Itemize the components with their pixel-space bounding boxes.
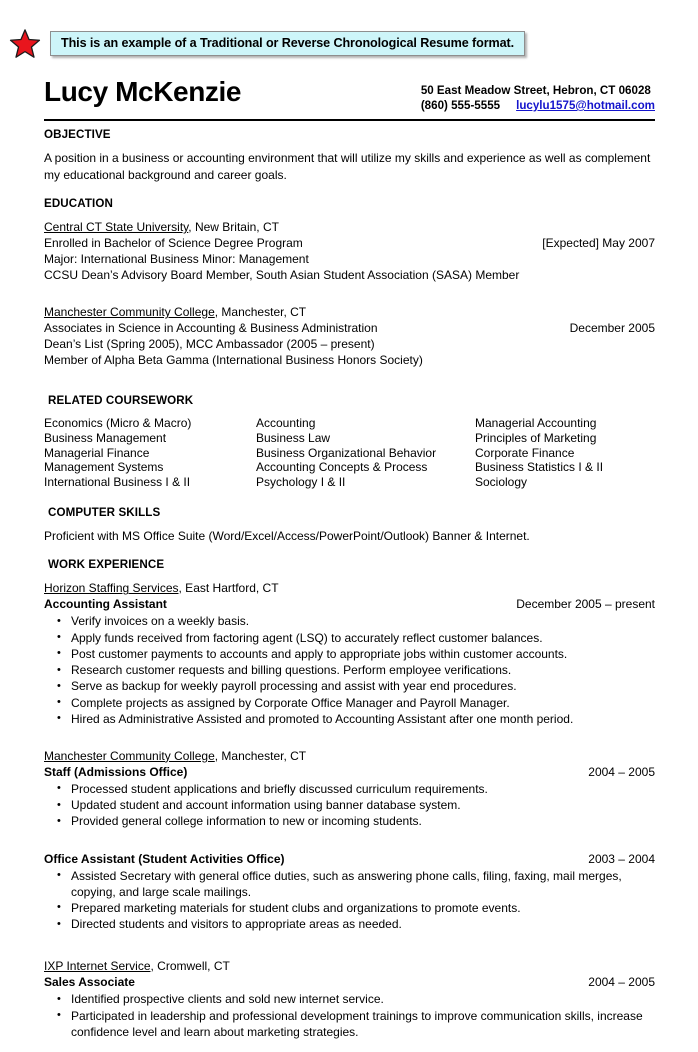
job-title-line bbox=[44, 974, 655, 990]
job-org-location: , Manchester, CT bbox=[214, 748, 307, 763]
list-item: • Prepared marketing materials for student clubs and organizations to promote events. bbox=[44, 900, 655, 916]
coursework-column-2 bbox=[256, 416, 475, 490]
coursework-column-1 bbox=[44, 416, 256, 490]
job-title-line bbox=[44, 764, 655, 780]
contact-email-link[interactable]: lucylu1575@hotmail.com bbox=[516, 99, 655, 112]
education-degree: Enrolled in Bachelor of Science Degree Program bbox=[44, 236, 303, 250]
job-org-line bbox=[44, 748, 655, 764]
coursework-item: Business Statistics I & II bbox=[475, 460, 604, 475]
objective-text: A position in a business or accounting environment that will utilize my skills and experience as well as complement my educational background and career goals. bbox=[44, 151, 651, 182]
work-experience-entry bbox=[44, 580, 655, 726]
coursework-item: Accounting bbox=[256, 416, 316, 430]
coursework-item: Managerial Accounting bbox=[475, 416, 597, 430]
star-icon bbox=[8, 28, 42, 58]
job-org-line bbox=[44, 580, 655, 596]
list-item: • Updated student and account information using banner database system. bbox=[44, 797, 655, 813]
contact-block bbox=[421, 76, 655, 113]
coursework-item: Principles of Marketing bbox=[475, 430, 597, 445]
education-extra: Dean’s List (Spring 2005), MCC Ambassador (2005 – present) bbox=[44, 337, 375, 351]
education-entry bbox=[44, 304, 655, 368]
education-org-location: , Manchester, CT bbox=[214, 305, 307, 319]
spacer bbox=[44, 739, 655, 748]
job-title: Accounting Assistant bbox=[44, 597, 167, 612]
education-org-line bbox=[44, 304, 655, 320]
contact-address: 50 East Meadow Street, Hebron, CT 06028 bbox=[420, 84, 651, 97]
contact-line-2 bbox=[421, 98, 655, 113]
education-detail-line bbox=[44, 235, 655, 251]
job-title: Staff (Admissions Office) bbox=[44, 764, 188, 779]
education-extra: Major: International Business Minor: Management bbox=[44, 252, 309, 266]
education-org-name: Central CT State University bbox=[44, 220, 189, 234]
list-item: • Directed students and visitors to appropriate areas as needed. bbox=[44, 916, 655, 932]
section-heading-education: EDUCATION bbox=[44, 197, 113, 210]
resume-header bbox=[44, 76, 655, 113]
section-heading-related-coursework: RELATED COURSEWORK bbox=[48, 394, 194, 407]
coursework-item: Sociology bbox=[475, 475, 528, 490]
coursework-item: Business Law bbox=[256, 430, 331, 445]
computer-skills-text: Proficient with MS Office Suite (Word/Excel/Access/PowerPoint/Outlook) Banner & Internet. bbox=[44, 528, 530, 543]
section-heading-objective: OBJECTIVE bbox=[44, 128, 111, 141]
job-bullet-list bbox=[44, 868, 655, 933]
coursework-item: Business Management bbox=[44, 430, 167, 445]
spacer bbox=[44, 842, 655, 851]
work-experience-entry bbox=[44, 748, 655, 830]
section-heading-computer-skills: COMPUTER SKILLS bbox=[48, 505, 161, 519]
education-org-location: , New Britain, CT bbox=[188, 220, 279, 234]
education-org-name: Manchester Community College bbox=[44, 305, 215, 319]
list-item: • Post customer payments to accounts and apply to appropriate jobs within customer accounts. bbox=[44, 646, 655, 662]
job-bullet-list bbox=[44, 781, 655, 830]
job-org-name: IXP Internet Service bbox=[44, 959, 151, 974]
list-item: • Hired as Administrative Assisted and promoted to Accounting Assistant after one month period. bbox=[44, 711, 655, 727]
job-bullet-list bbox=[44, 613, 655, 726]
education-org-line bbox=[44, 219, 655, 235]
coursework-item: International Business I & II bbox=[44, 475, 191, 490]
header-divider bbox=[44, 119, 655, 121]
job-org-name: Horizon Staffing Services bbox=[44, 581, 179, 596]
job-title: Sales Associate bbox=[44, 975, 135, 990]
job-org-location: , Cromwell, CT bbox=[150, 959, 230, 974]
callout-banner-row bbox=[0, 26, 698, 60]
job-org-location: , East Hartford, CT bbox=[178, 581, 279, 596]
job-org-line bbox=[44, 958, 655, 974]
coursework-column-3 bbox=[475, 416, 655, 490]
education-extra: Member of Alpha Beta Gamma (International Business Honors Society) bbox=[44, 353, 423, 367]
coursework-item: Management Systems bbox=[44, 460, 164, 475]
job-org-name: Manchester Community College bbox=[44, 748, 215, 763]
job-date: 2003 – 2004 bbox=[588, 851, 655, 866]
job-title: Office Assistant (Student Activities Office) bbox=[44, 851, 285, 866]
callout-banner-text: This is an example of a Traditional or Reverse Chronological Resume format. bbox=[50, 31, 525, 56]
coursework-item: Corporate Finance bbox=[475, 445, 575, 460]
job-date: December 2005 – present bbox=[516, 597, 655, 612]
education-date: [Expected] May 2007 bbox=[542, 236, 655, 250]
list-item: • Research customer requests and billing questions. Perform employee verifications. bbox=[44, 662, 655, 678]
education-detail-line bbox=[44, 320, 655, 336]
education-extra: CCSU Dean’s Advisory Board Member, South Asian Student Association (SASA) Member bbox=[44, 268, 520, 282]
job-date: 2004 – 2005 bbox=[588, 975, 655, 990]
job-title-line bbox=[44, 596, 655, 612]
list-item: • Identified prospective clients and sold new internet service. bbox=[44, 991, 655, 1007]
list-item: • Processed student applications and briefly discussed curriculum requirements. bbox=[44, 781, 655, 797]
job-title-line bbox=[44, 851, 655, 867]
list-item: • Verify invoices on a weekly basis. bbox=[44, 613, 655, 629]
work-experience-entry bbox=[44, 958, 655, 1040]
list-item: • Apply funds received from factoring agent (LSQ) to accurately reflect customer balances. bbox=[44, 630, 655, 646]
spacer bbox=[44, 380, 655, 394]
list-item: • Serve as backup for weekly payroll processing and assist with year end procedures. bbox=[44, 678, 655, 694]
education-extra-line bbox=[44, 267, 655, 283]
coursework-item: Psychology I & II bbox=[256, 475, 346, 490]
education-extra-line bbox=[44, 251, 655, 267]
job-bullet-list bbox=[44, 991, 655, 1040]
education-degree: Associates in Science in Accounting & Business Administration bbox=[44, 321, 378, 335]
education-date: December 2005 bbox=[569, 321, 655, 335]
contact-phone: (860) 555-5555 bbox=[420, 99, 501, 112]
education-extra-line bbox=[44, 336, 655, 352]
resume-body bbox=[44, 128, 655, 1052]
coursework-item: Accounting Concepts & Process bbox=[256, 460, 428, 475]
spacer bbox=[44, 944, 655, 958]
education-extra-line bbox=[44, 352, 655, 368]
job-date: 2004 – 2005 bbox=[588, 764, 655, 779]
education-entry bbox=[44, 219, 655, 283]
coursework-columns bbox=[44, 416, 655, 490]
page-title: Lucy McKenzie bbox=[44, 76, 242, 107]
coursework-item: Economics (Micro & Macro) bbox=[44, 416, 192, 430]
section-heading-work-experience: WORK EXPERIENCE bbox=[48, 558, 165, 572]
spacer bbox=[44, 295, 655, 304]
list-item: • Complete projects as assigned by Corporate Office Manager and Payroll Manager. bbox=[44, 695, 655, 711]
list-item: • Assisted Secretary with general office duties, such as answering phone calls, filing, faxing, mail merges, copying, and large scale mailings. bbox=[44, 868, 655, 900]
list-item: • Participated in leadership and professional development trainings to improve communication skills, increase confidence level and learn about marketing strategies. bbox=[44, 1008, 655, 1040]
list-item: • Provided general college information to new or incoming students. bbox=[44, 813, 655, 829]
coursework-item: Managerial Finance bbox=[44, 445, 150, 460]
work-experience-entry bbox=[44, 851, 655, 933]
coursework-item: Business Organizational Behavior bbox=[256, 445, 437, 460]
